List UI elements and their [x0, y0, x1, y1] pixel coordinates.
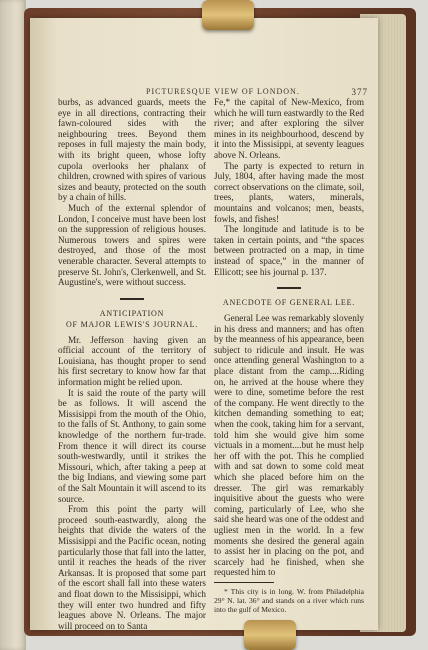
right-paragraph: General Lee was remarkably slovenly in his dress and manners; and has often by the meanness of his appearance, been subject to ridicule and insult. He was once attending general Washington to a place distant from the camp....Riding on, he arrived at the house where they were to dine, sometime before the rest of the company. He went directly to the kitchen demanding something to eat; when the cook, taking him for a servant, told him she would give him some victuals in a moment....but he must help her off with the pot. This he complied with and sat down to some cold meat which she placed before him on the dresser. The girl was remarkably inquisitive about the guests who were coming, particularly of Lee, who she said she heard was one of the oddest and ugliest men in the world. In a few moments she desired the general again to assist her in placing on the pot, and scarcely had he finished, when she requested him to [214, 313, 364, 578]
left-paragraph: From this point the party will proceed south-eastwardly, along the heights that divide the waters of the Missisippi and the Pacific ocean, noting particularly those that fall into the latter, until it reaches the heads of the river Arkansas. It is proposed that some part of the escort shall fall into these waters and float down to the Missisippi, which they will enter two hundred and fifty leagues above N. Orleans. The major will proceed on to Santa [58, 504, 206, 631]
left-column [58, 97, 206, 631]
left-paragraph: Much of the external splendor of London, I conceive must have been lost on the suppression of religious houses. Numerous towers and spires were destroyed, and those of the most venerable character. Several attempts to preserve St. John's, Clerkenwell, and St. Augustine's, were without success. [58, 202, 206, 288]
section-heading: ANTICIPATION [99, 308, 165, 318]
book-clip-bottom [244, 620, 296, 650]
page-number: 377 [351, 87, 368, 97]
section-heading: ANECDOTE OF GENERAL LEE. [222, 298, 356, 308]
section-divider [120, 298, 144, 300]
book-clip-top [202, 0, 254, 30]
right-paragraph: Fe,* the capital of New-Mexico, from which he will turn eastwardly to the Red river; and after exploring the silver mines in its neighbourhood, descend by it into the Missisippi, at seventy leagues above N. Orleans. [214, 97, 364, 160]
left-paragraph: Mr. Jefferson having given an official account of the territory of Louisiana, has thought proper to send his first secretary to know how far that information might be relied upon. [58, 334, 206, 388]
left-paragraph: burbs, as advanced guards, meets the eye in all directions, contracting their fawn-coloured sides with the neighbouring trees. Beyond them reposes in full majesty the main body, with its bright queen, whose lofty cupola overlooks her phalanx of children, crowned with spires of various sizes and beauty, protected on the south by a chain of hills. [58, 97, 206, 203]
left-paragraph: It is said the route of the party will be as follows. It will ascend the Missisippi from the mouth of the Ohio, to the falls of St. Anthony, to gain some knowledge of the northern fur-trade. From thence it will direct its course south-westwardly, until it strikes the Missouri, which, after taking a peep at the big Indians, and viewing some part of the Salt Mountain it will ascend to its source. [58, 387, 206, 504]
footnote: * This city is in long. W. from Philadelphia 29° N. lat. 36° and stands on a river which runs into the gulf of Mexico. [214, 586, 364, 614]
right-paragraph: The longitude and latitude is to be taken in certain points, and “the spaces between protracted on a map, in time instead of space,” in the manner of Ellicott; see his journal p. 137. [214, 224, 364, 277]
header-title: PICTURESQUE VIEW OF LONDON. [146, 87, 300, 96]
footnote-rule [214, 582, 274, 583]
section-subheading: OF MAJOR LEWIS'S JOURNAL. [65, 319, 199, 329]
section-divider [277, 287, 301, 289]
right-column [214, 97, 364, 614]
right-paragraph: The party is expected to return in July, 1804, after having made the most correct observations on the climate, soil, trees, plants, waters, minerals, mountains and volcanos; men, beasts, fowls, and fishes! [214, 160, 364, 224]
facing-page-edge [0, 0, 26, 650]
